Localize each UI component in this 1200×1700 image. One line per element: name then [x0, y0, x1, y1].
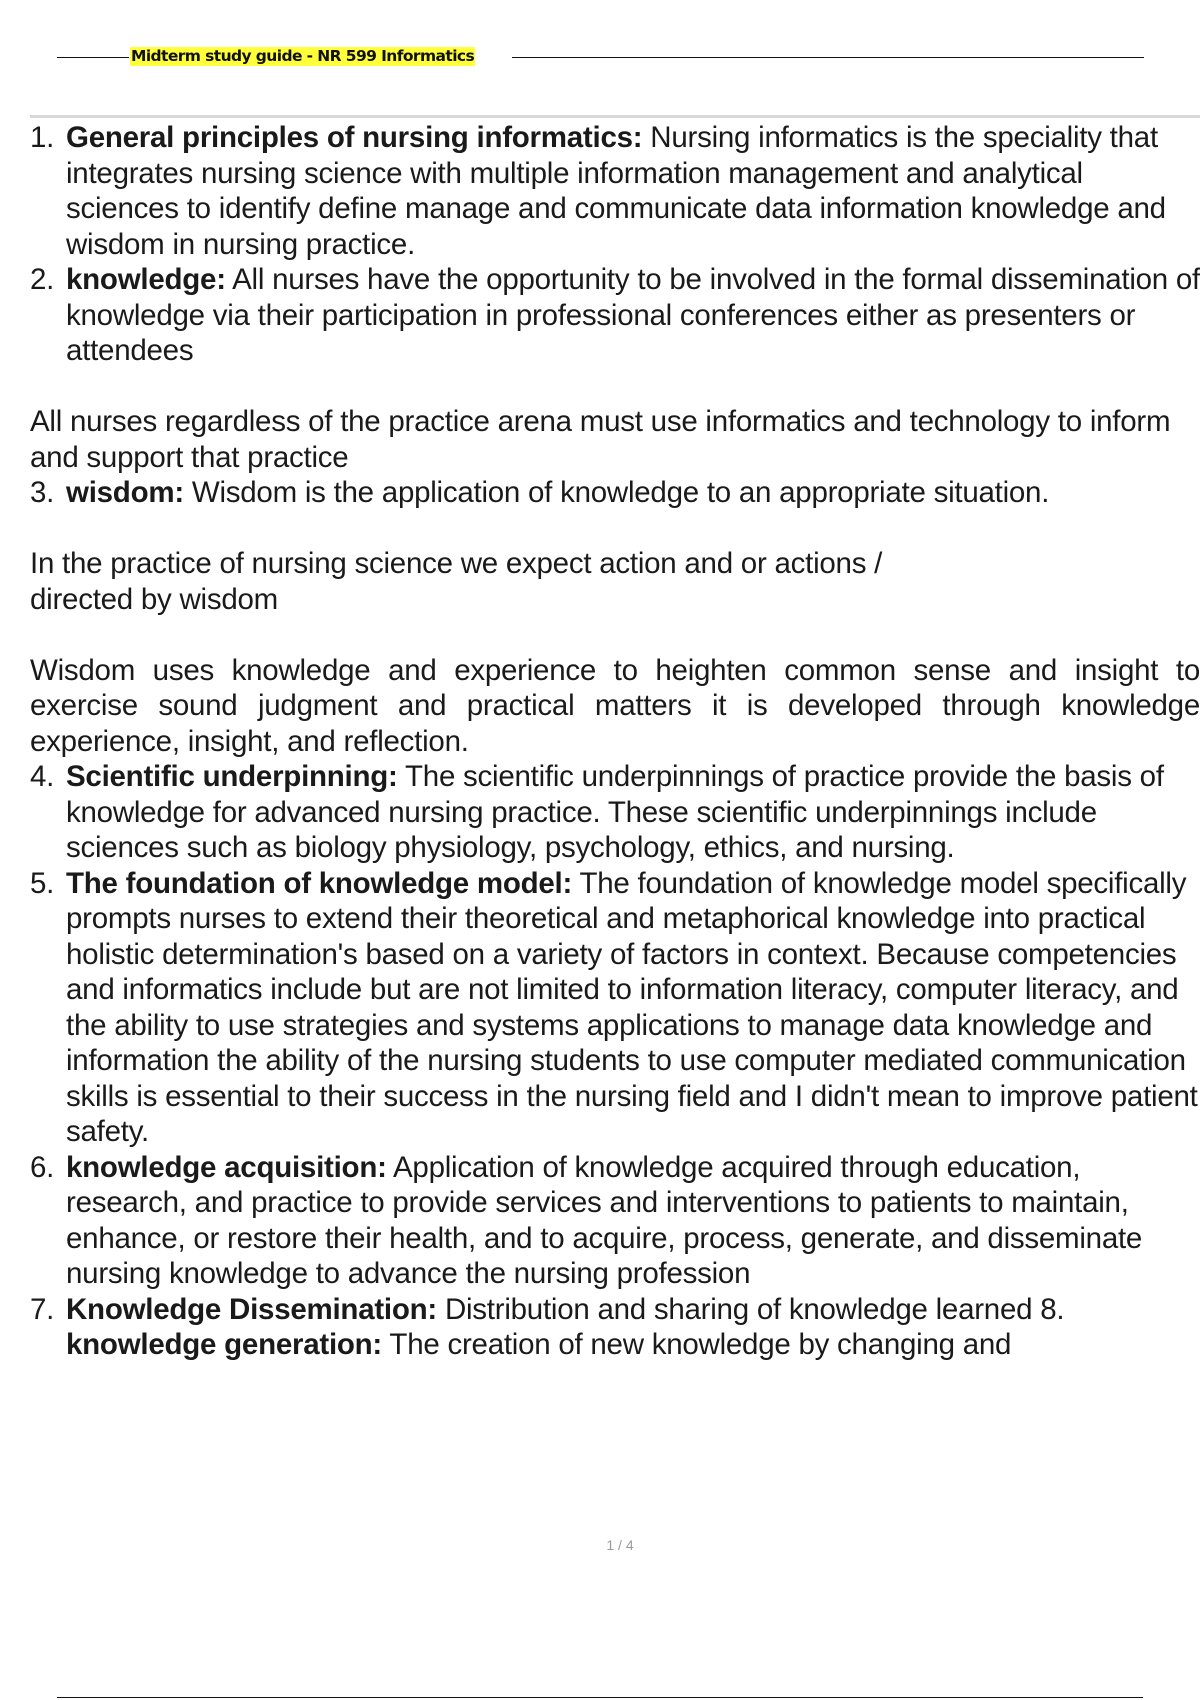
term-definition: The scientific underpinnings of practice provide the basis of knowledge for advanced nursing practice. These scientific underpinnings include sciences such as biology physiology, psychology, ethics, and nursing. [66, 760, 1164, 864]
list-number: 4. [30, 760, 55, 793]
list-item-2 [30, 262, 1200, 369]
term-definition: The creation of new knowledge by changing and [382, 1328, 1012, 1361]
section-divider [30, 115, 1200, 118]
term-definition: The foundation of knowledge model specifically prompts nurses to extend their theoretical and metaphorical knowledge into practical holistic determination's based on a variety of factors in context. Because competencies and informatics include but are not limited to information literacy, computer literacy, and the ability to use strategies and systems applications to manage data knowledge and information the ability of the nursing students to use computer mediated communication skills is essential to their success in the nursing field and I didn't mean to improve patient safety. [66, 866, 1198, 1148]
document-title: Midterm study guide - NR 599 Informatics [131, 47, 475, 65]
term-heading: wisdom: [66, 476, 184, 509]
term-heading: knowledge: [66, 263, 226, 296]
term-heading-knowledge-generation: knowledge generation: [66, 1328, 383, 1361]
term-definition: Distribution and sharing of knowledge learned 8. [437, 1292, 1065, 1326]
paragraph-action-line-2: directed by wisdom [30, 582, 278, 616]
term-definition: All nurses have the opportunity to be involved in the formal dissemination of knowledge via their participation in professional conferences either as presenters or attendees [66, 263, 1200, 367]
term-heading: Knowledge Dissemination: [66, 1292, 437, 1326]
list-item-7 [30, 1292, 1200, 1363]
list-item-5 [30, 866, 1200, 1150]
list-number: 5. [30, 866, 55, 900]
paragraph-informatics-practice: All nurses regardless of the practice arena must use informatics and technology to inform and support that practice [30, 405, 1171, 474]
list-number: 7. [30, 1292, 55, 1326]
term-definition: Nursing informatics is the speciality that integrates nursing science with multiple information management and analytical sciences to identify define manage and communicate data information knowledge and wisdom in nursing practice. [66, 121, 1166, 261]
list-item-4 [30, 759, 1200, 866]
term-definition: Wisdom is the application of knowledge to an appropriate situation. [183, 476, 1050, 509]
list-number: 3. [30, 476, 55, 509]
paragraph-wisdom: Wisdom uses knowledge and experience to heighten common sense and insight to exercise sound judgment and practical matters it is developed through knowledge experience, insight, and reflection. [30, 653, 1200, 758]
paragraph-action-line-1: In the practice of nursing science we expect action and or actions / [30, 547, 883, 580]
list-number: 1. [30, 121, 55, 154]
term-heading: Scientific underpinning: [66, 760, 398, 793]
list-item-6 [30, 1150, 1200, 1292]
header-rule-left [57, 57, 129, 58]
list-number: 2. [30, 263, 55, 296]
term-heading: General principles of nursing informatics: [66, 121, 643, 154]
footer-rule [57, 1697, 1143, 1698]
term-heading: knowledge acquisition: [66, 1150, 387, 1184]
header-rule-right [512, 57, 1144, 58]
list-number: 6. [30, 1150, 55, 1184]
term-definition: Application of knowledge acquired through education, research, and practice to provide services and interventions to patients to maintain, enhance, or restore their health, and to acquire, process, generate, and disseminate nursing knowledge to advance the nursing profession [66, 1150, 1143, 1290]
document-body [30, 120, 1200, 1363]
list-item-1 [30, 120, 1200, 262]
term-heading: The foundation of knowledge model: [66, 866, 573, 900]
page-number: 1 / 4 [606, 1537, 634, 1553]
list-item-3 [30, 475, 1200, 511]
